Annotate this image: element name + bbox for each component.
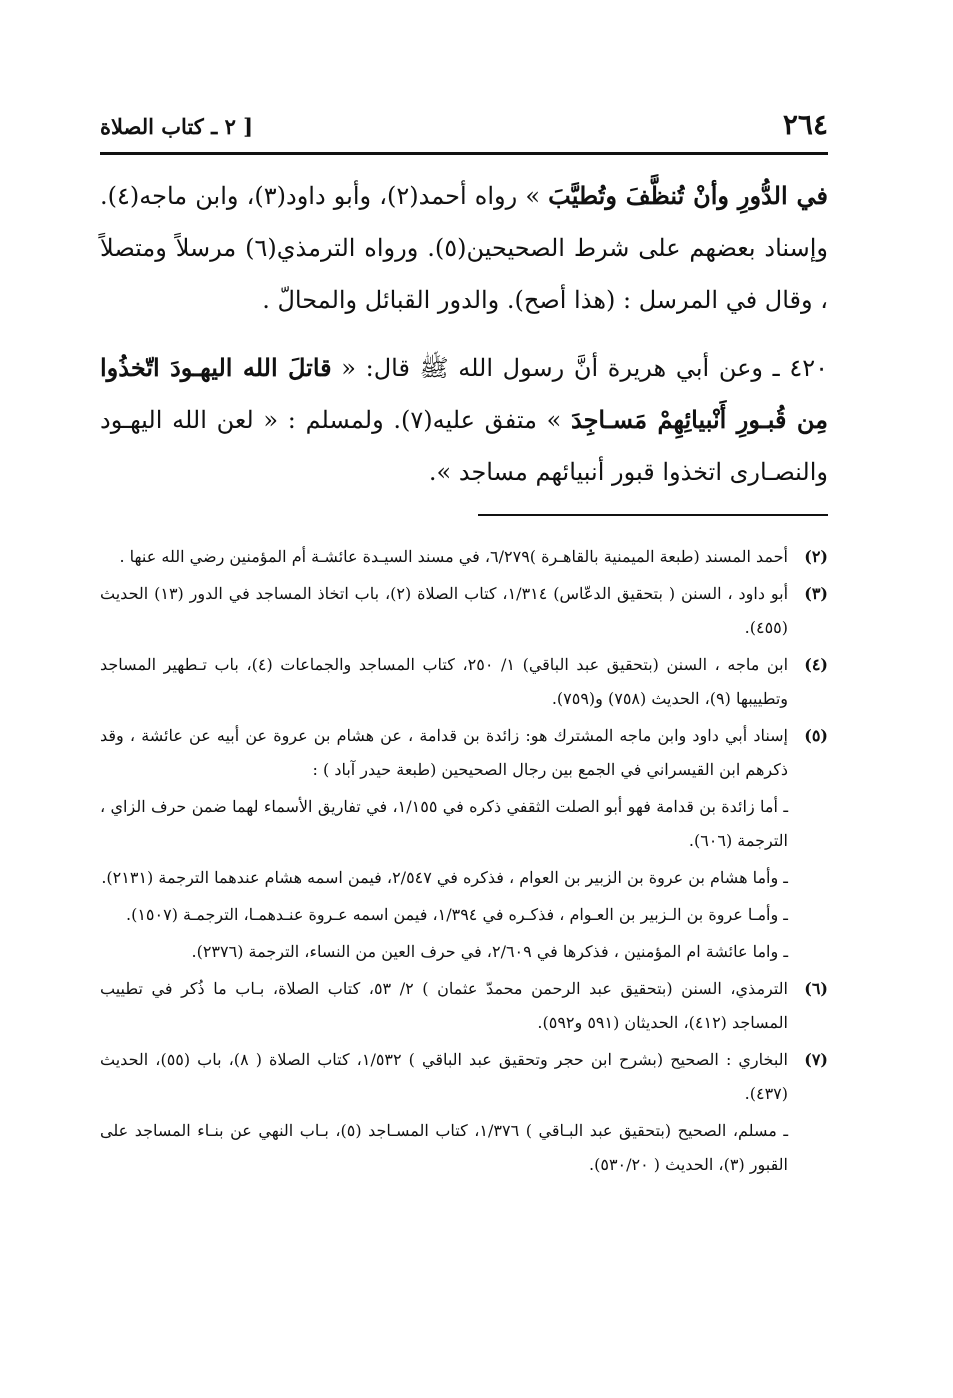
footnote-text: الترمذي، السنن (بتحقيق عبد الرحمن محمدّ عثمان ) ٢/ ٥٣، كتاب الصلاة، بـاب ما ذُكر في تطييب المساجد (٤١٢)، الحديثان (٥٩١ و٥٩٢).	[100, 979, 788, 1032]
footnote-text: أبو داود ، السنن ( بتحقيق الدعّاس) ١/٣١٤، كتاب الصلاة (٢)، باب اتخاذ المساجد في الدور (١٣) الحديث (٤٥٥).	[100, 584, 789, 637]
footnote-6	[100, 972, 828, 1040]
footnote-5-item	[100, 898, 828, 932]
footnote-text: إسناد أبي داود وابن ماجه المشترك هو: زائدة بن قدامة ، عن هشام بن عروة عن أبيه عن عائشة ، وقد ذكرهم ابن القيسراني في الجمع بين رجال الصحيحين (طبعة حيدر آباد ) :	[100, 726, 788, 779]
footnote-number: (٢)	[804, 547, 828, 566]
footnote-number: (٧)	[804, 1050, 828, 1069]
footnote-number: (٣)	[804, 584, 828, 603]
hadith-quote: في الدُّورِ وأنْ تُنظَّفَ وتُطيَّبَ	[548, 181, 829, 210]
footnote-text: البخاري : الصحيح (بشرح ابن حجر وتحقيق عبد الباقي ) ١/٥٣٢، كتاب الصلاة ( ٨)، باب (٥٥)، الحديث (٤٣٧).	[100, 1050, 789, 1103]
paragraph-text: » رواه أحمد(٢)، وأبو داود(٣)، وابن ماجه(٤). وإسناد بعضهم على شرط الصحيحين(٥). ورواه الترمذي(٦) مرسلاً ومتصلاً ، وقال في المرسل : (هذا أصح). والدور القبائل والمحالّ .	[100, 182, 829, 314]
paragraph-hadith-420	[100, 342, 828, 498]
hadith-quote: قاتلَ الله اليهـودَ اتّخذُوا مِن قُبـورِ أَنْبيائِهِمْ مَسـاجِدَ	[100, 353, 829, 434]
hadith-intro: ٤٢٠ ـ وعن أبي هريرة أنَّ رسول الله ﷺ قال: «	[331, 354, 828, 382]
footnote-number: (٦)	[804, 979, 828, 998]
page-number: ٢٦٤	[782, 108, 828, 141]
footnote-2	[100, 540, 828, 574]
main-text	[100, 170, 828, 498]
footnote-3	[100, 577, 828, 645]
footnote-5-item	[100, 935, 828, 969]
footnote-text: ـ مسلم، الصحيح (بتحقيق عبد البـاقي ) ١/٣٧٦، كتاب المسـاجد (٥)، بـاب النهي عن بنـاء المساجد على القبور (٣)، الحديث ( ٥٣٠/٢٠).	[100, 1121, 788, 1174]
footnote-text: أحمد المسند (طبعة الميمنية بالقاهـرة )٦/٢٧٩، في مسند السيـدة عائشـة أم المؤمنين رضي الله عنها .	[119, 547, 788, 566]
footnote-number: (٤)	[804, 655, 828, 674]
footnote-text: ـ وأما هشام بن عروة بن الزبير بن العوام ، فذكره في ٢/٥٤٧، فيمن اسمه هشام عندهما الترجمة (٢١٣١).	[101, 868, 788, 887]
footnote-number: (٥)	[804, 726, 828, 745]
footnote-text: ـ واما عائشة ام المؤمنين ، فذكرها في ٢/٦٠٩، في حرف العين من النساء، الترجمة (٢٣٧٦).	[191, 942, 788, 961]
footnote-text: ـ أما زائدة بن قدامة فهو أبو الصلت الثقفي ذكره في ١/١٥٥، في تفاريق الأسماء لهما ضمن حرف الزاي ، الترجمة (٦٠٦).	[100, 797, 789, 850]
footnote-7	[100, 1043, 828, 1111]
footnote-5-item	[100, 861, 828, 895]
footnote-5	[100, 719, 828, 787]
footnote-4	[100, 648, 828, 716]
footnote-7-item	[100, 1114, 828, 1182]
header-rule	[100, 152, 828, 155]
footnote-separator	[478, 514, 828, 516]
footnotes	[100, 540, 828, 1185]
footnote-text: ـ وأمـا عروة بن الـزبير بن العـوام ، فذكـره في ١/٣٩٤، فيمن اسمه عـروة عنـدهمـا، الترجمـة (١٥٠٧).	[125, 905, 788, 924]
footnote-5-item	[100, 790, 828, 858]
paragraph-hadith-419-end	[100, 170, 828, 326]
page-header	[100, 108, 828, 148]
footnote-text: ابن ماجه ، السنن (بتحقيق عبد الباقي) ١/ ٢٥٠، كتاب المساجد والجماعات (٤)، باب تـطهير المساجد وتطييبها (٩)، الحديث (٧٥٨) و(٧٥٩).	[100, 655, 789, 708]
running-title: [ ٢ ـ كتاب الصلاة	[100, 114, 254, 139]
paragraph-text: » متفق عليه(٧). ولمسلم : « لعن الله اليهـود والنصـارى اتخذوا قبور أنبيائهم مساجد ».	[100, 406, 828, 486]
